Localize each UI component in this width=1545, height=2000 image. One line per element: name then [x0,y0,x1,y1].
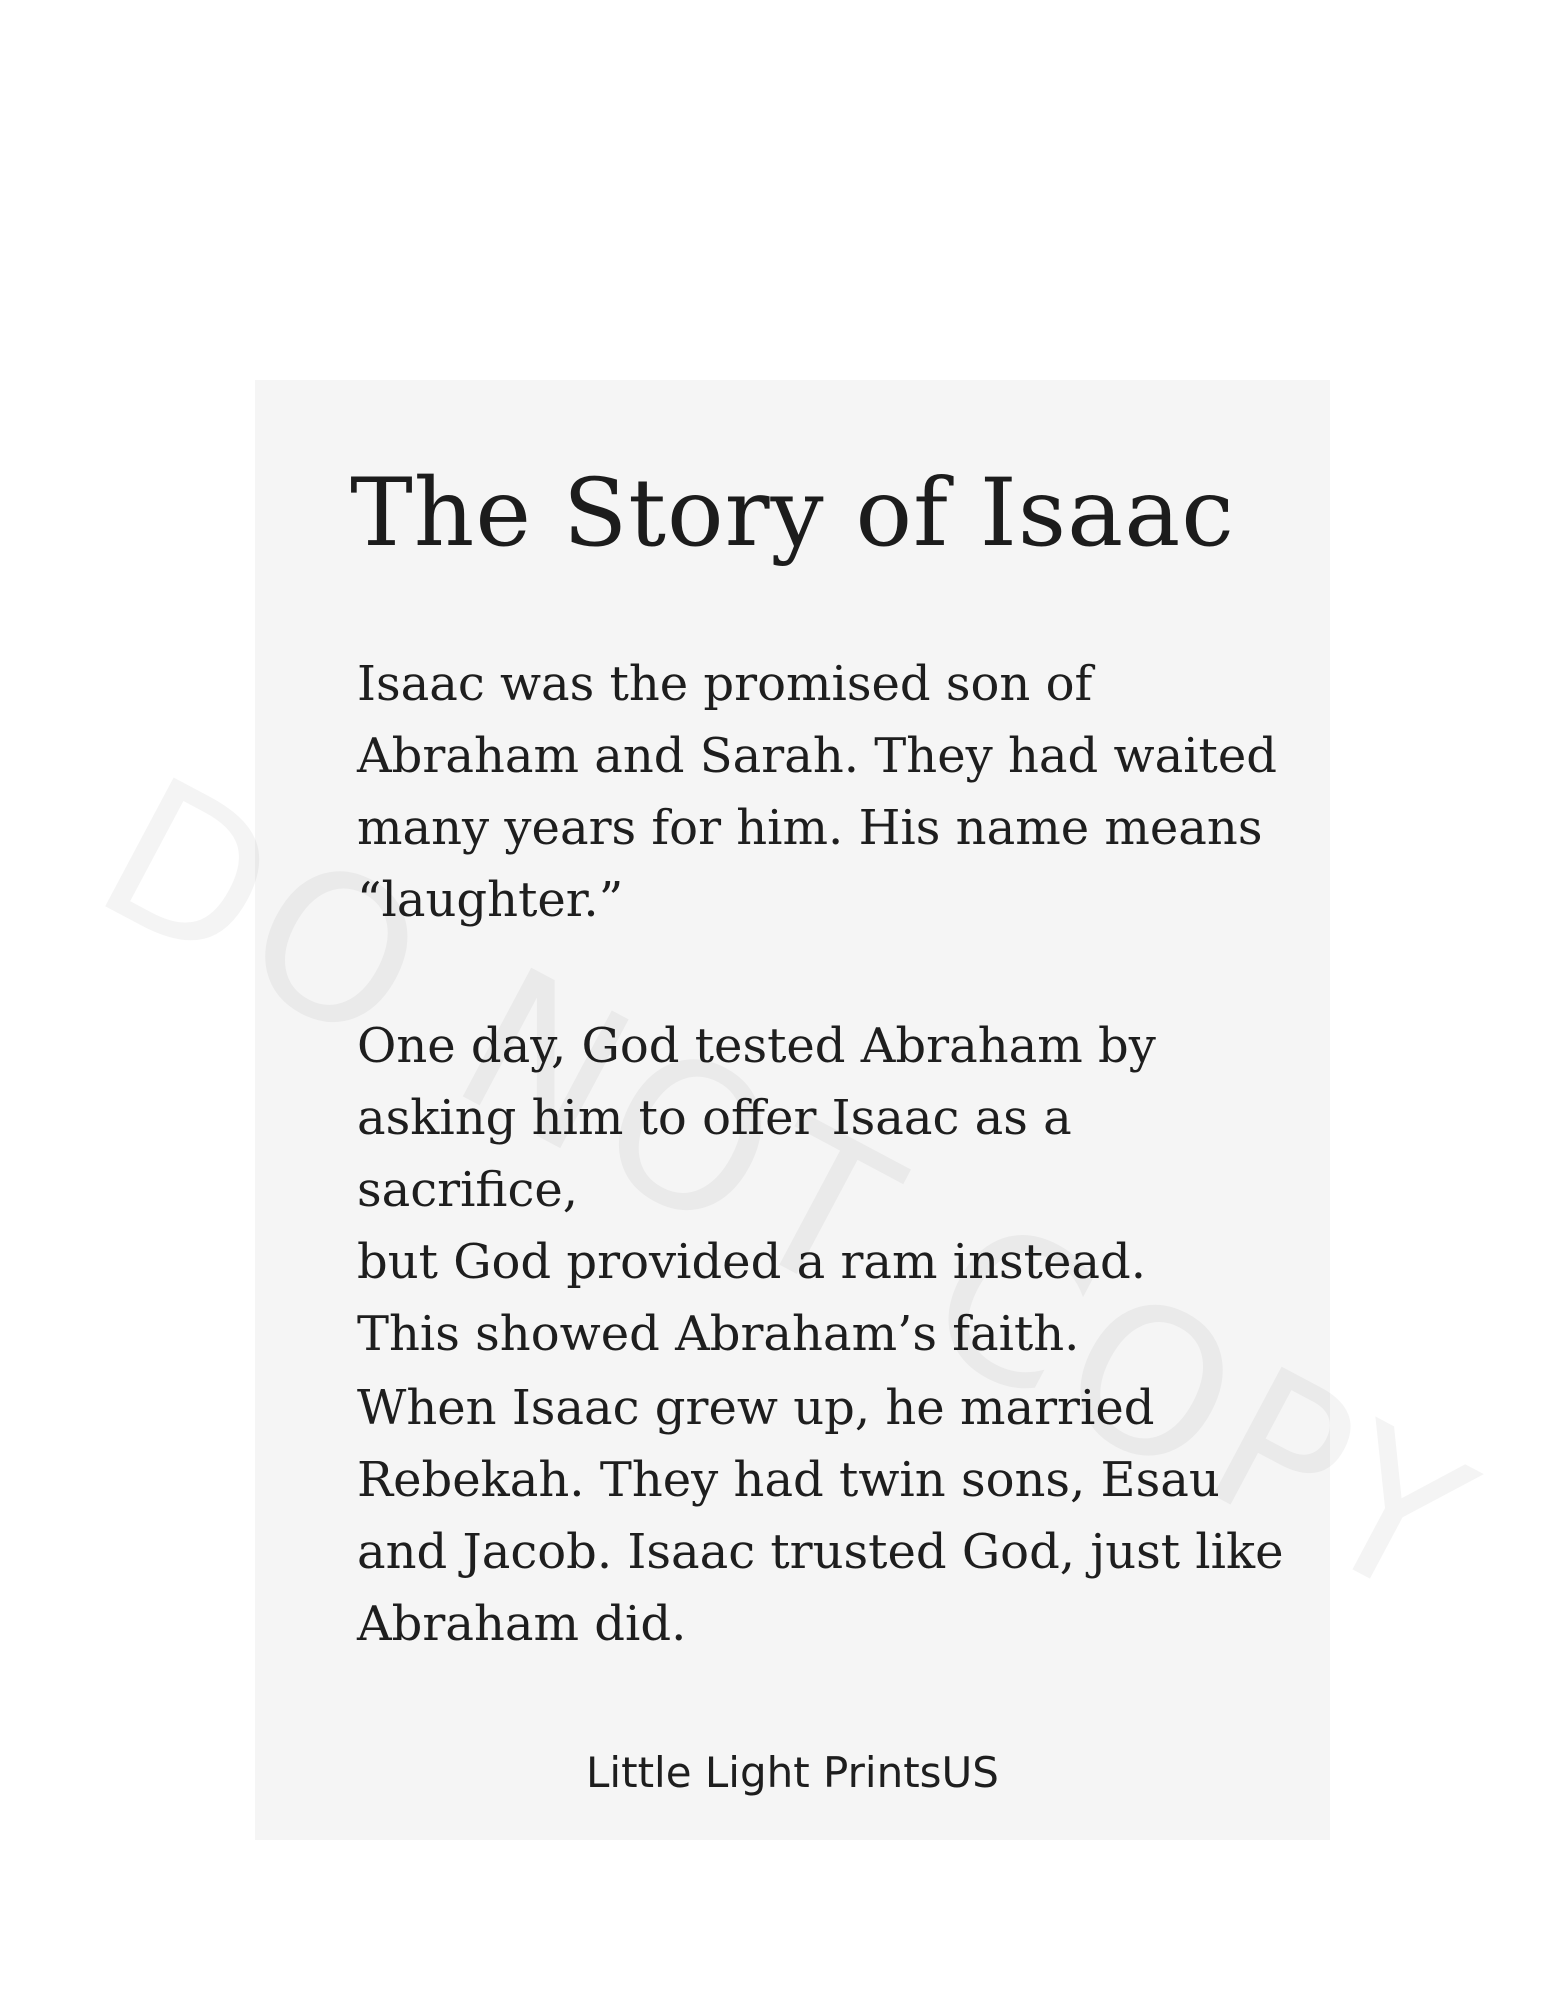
paragraph-1: Isaac was the promised son of Abraham and Sarah. They had waited many years for him. His name means “laughter.” [357,656,1277,928]
story-card [255,380,1330,1840]
paragraph-3: When Isaac grew up, he married Rebekah. They had twin sons, Esau and Jacob. Isaac trusted God, just like Abraham did. [357,1380,1284,1652]
page-title: The Story of Isaac [350,459,1235,568]
brand-footer: Little Light PrintsUS [586,1748,999,1797]
paragraph-2: One day, God tested Abraham by asking him to offer Isaac as a sacrifice, but God provided a ram instead. This showed Abraham’s faith. [357,1018,1156,1362]
